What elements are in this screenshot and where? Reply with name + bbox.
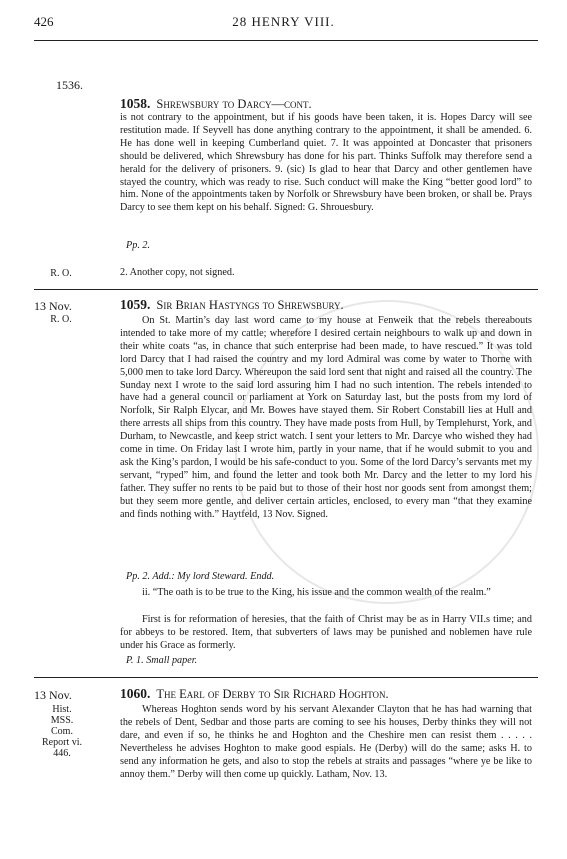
section-rule <box>34 677 538 678</box>
entry-number: 1060. <box>120 686 151 701</box>
entry-heading-1060 <box>120 686 389 702</box>
entry-date: 13 Nov. <box>34 688 72 702</box>
side-reference-hist-mss <box>40 704 84 759</box>
copy-note: 2. Another copy, not signed. <box>120 267 235 278</box>
section-rule <box>34 289 538 290</box>
entry-text-1059: On St. Martin’s day last word came to my house at Fenweik that the rebels thereabouts intended to take more of my cattle; wherefore I desired certain neighbours to walk up and down in their white coats “as, in chance that such enterprise had been made, to have rescued.” It was told lord Darcy that I had raised the country and my lord Admiral was come by water to Thorne with 5,000 men to take lord Darcy. Whereupon the said lord sent that night and raised all the country. The Sunday next I wrote to the said lord assuring him I had no such intention. The rebels intended to have had a general council or parliament at York on Saturday last, but the posts from my lord of Norfolk, Sir Ralph Elycar, and Mr. Bowes have stayed them. Sir Robert Constabill lies at Hull and there arrests all ships from this country. They have made posts from Hull, by Templehurst, York, and Durham, to Newcastle, and keep strict watch. I sent your letters to Mr. Darcye who wished they had come in time. On Friday last I wrote him, partly in your name, that if he would submit to you and ask the King’s pardon, I would be his safe-conduct to you. Some of the lord Darcy’s servants met my servant, “ryped” him, and found the letter and took both Mr. Darcy and the letter to my lord his father. They suffer no rents to be paid but to those of their host nor goods sent from amongst them; but they seem more gentle, and deliver certain articles, enclosed, to every man “that they examine and finds nothing with.” Haytfeld, 13 Nov. Signed. <box>120 315 532 520</box>
item-ii-oath: ii. “The oath is to be true to the King, his issue and the common wealth of the realm.” <box>142 587 491 598</box>
page-header <box>0 14 567 34</box>
side-ref-line: 446. <box>53 748 71 759</box>
header-rule <box>34 40 538 41</box>
entry-number: 1059. <box>120 297 151 312</box>
side-ref-line: Report vi. <box>42 737 82 748</box>
page-number: 426 <box>34 14 54 29</box>
entry-heading-1058 <box>120 96 312 112</box>
entry-footnote: Pp. 2. <box>126 240 151 251</box>
entry-date: 13 Nov. <box>34 299 72 313</box>
running-title: 28 HENRY VIII. <box>232 14 335 29</box>
entry-heading-1059 <box>120 297 344 313</box>
entry-title: The Earl of Derby to Sir Richard Hoghton. <box>156 687 389 701</box>
item-ii-paragraph: First is for reformation of heresies, that the faith of Christ may be as in Harry VII.s time; and for abbeys to be restored. Item, that subverters of laws may be punished and noblemen have rule under his Grace as formerly. <box>120 614 532 651</box>
year-label: 1536. <box>56 78 83 92</box>
entry-title: Shrewsbury to Darcy—cont. <box>156 97 312 111</box>
entry-text-1058: is not contrary to the appointment, but if his goods have been taken, it is. Hopes Darcy will see restitution made. If Seyvell has done anything contrary to the appointment, it shall be amended. 6. He has done well in keeping Cumberland quiet. 7. It was appointed at Doncaster that prisoners should be delivered, which Shrewsbury has done for his part. Thinks Suffolk may therefore send a herald for the delivery of prisoners. 9. (sic) Is glad to hear that Darcy and other gentlemen have stayed the country, which was ready to rise. Such conduct will make the King “better good lord” to him. None of the appointments taken by Norfolk or Shrewsbury have been broken, or shall be. Prays Darcy to see them kept on his behalf. Signed: G. Shrouesbury. <box>120 112 532 214</box>
item-ii-footnote: P. 1. Small paper. <box>126 655 198 666</box>
entry-footnote: Pp. 2. Add.: My lord Steward. Endd. <box>126 571 275 582</box>
side-reference: R. O. <box>50 314 72 325</box>
entry-text-1060: Whereas Hoghton sends word by his servant Alexander Clayton that he has had warning that the rebels of Dent, Sedbar and those parts are coming to see his houses, Derby thinks they will not dare, and even if so, he thinks he and Hoghton and the Cheshire men can resist them . . . . . Nevertheless he advises Hoghton to make good espials. He (Derby) will do the same; asks H. to send any information he gets, and also to stop the rebels at straits and passages “where ye be like to annoy them.” Derby will then come up quickly. Latham, Nov. 13. <box>120 704 532 780</box>
entry-number: 1058. <box>120 96 151 111</box>
side-reference: R. O. <box>50 268 72 279</box>
side-ref-line: Com. <box>51 726 73 737</box>
entry-title: Sir Brian Hastyngs to Shrewsbury. <box>156 298 344 312</box>
side-ref-line: Hist. MSS. <box>50 704 74 726</box>
